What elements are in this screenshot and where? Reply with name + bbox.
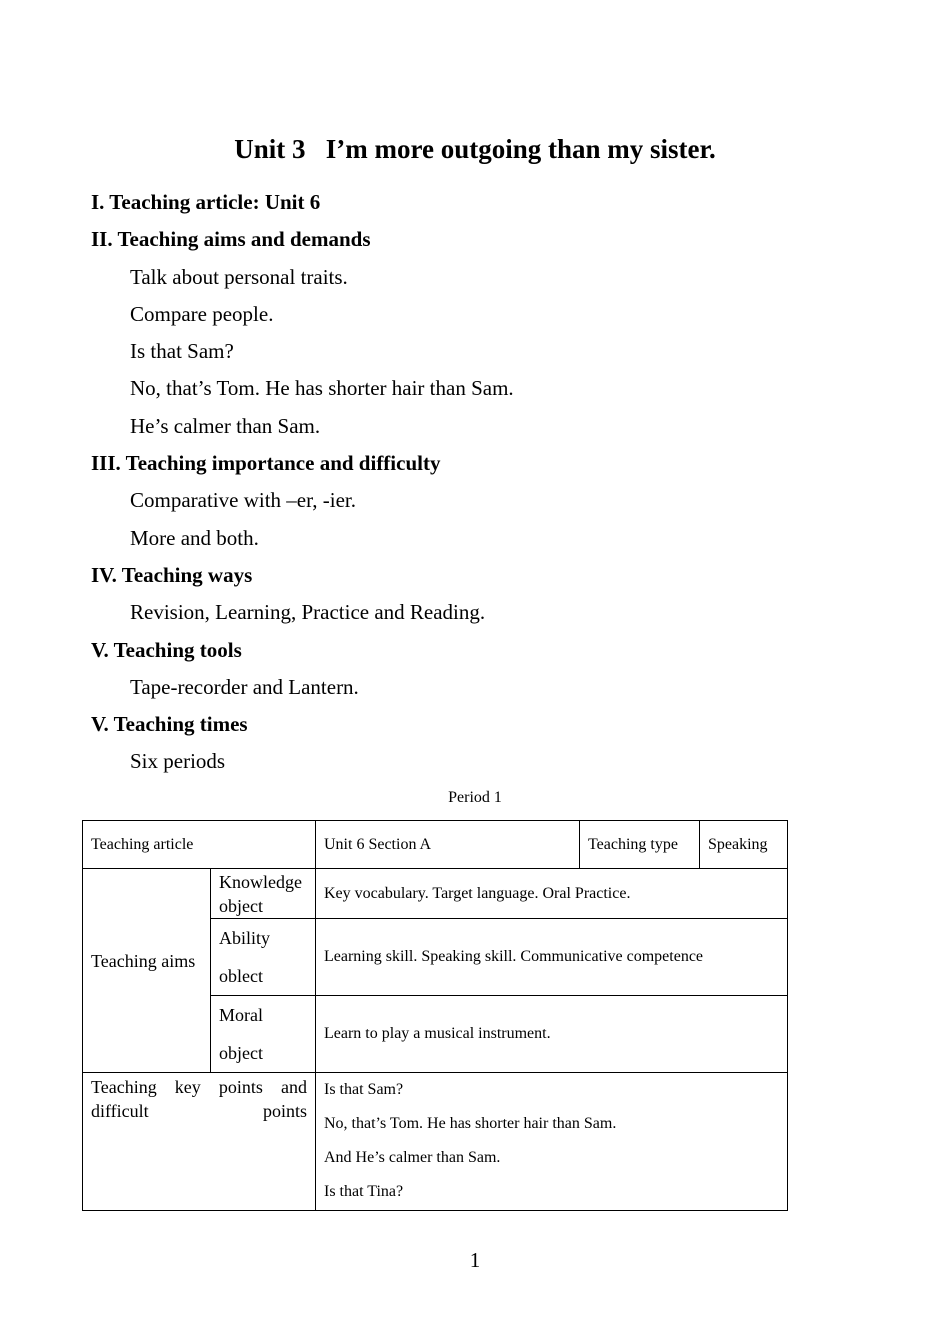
moral-value-cell: Learn to play a musical instrument.: [316, 996, 788, 1073]
type-label-cell: Teaching type: [580, 821, 700, 869]
period-caption: Period 1: [448, 789, 502, 806]
page-number: 1: [469, 1248, 481, 1272]
section-heading-times: V. Teaching times: [91, 712, 248, 737]
keypoint-line: And He’s calmer than Sam.: [324, 1149, 501, 1166]
section-heading-aims: II. Teaching aims and demands: [91, 227, 371, 252]
tools-item: Tape-recorder and Lantern.: [130, 674, 359, 699]
section-heading-importance: III. Teaching importance and difficulty: [91, 451, 441, 476]
document-title: Unit 3 I’m more outgoing than my sister.: [234, 134, 716, 164]
keypoints-label-cell: Teaching key points and difficult points: [83, 1073, 316, 1211]
keypoint-line: Is that Sam?: [324, 1081, 404, 1098]
aims-item: Talk about personal traits.: [130, 264, 348, 289]
article-label-cell: Teaching article: [83, 821, 316, 869]
type-value-cell: Speaking: [700, 821, 788, 869]
times-item: Six periods: [130, 749, 226, 774]
ability-value-cell: Learning skill. Speaking skill. Communicative competence: [316, 919, 788, 996]
moral-label-line1: Moral: [219, 1005, 263, 1025]
table-row-knowledge: [83, 869, 788, 919]
ability-label-cell: [211, 919, 316, 996]
moral-label-line2: object: [219, 1043, 263, 1063]
ability-label-line2: oblect: [219, 966, 263, 986]
importance-item: Comparative with –er, -ier.: [130, 488, 357, 513]
keypoint-line: Is that Tina?: [324, 1183, 404, 1200]
document-body: [91, 184, 891, 781]
table-row-article: [83, 821, 788, 869]
keypoints-content-cell: [316, 1073, 788, 1211]
aims-item: No, that’s Tom. He has shorter hair than Sam.: [130, 376, 514, 401]
aims-item: He’s calmer than Sam.: [130, 413, 321, 438]
ability-label-line1: Ability: [219, 928, 271, 948]
knowledge-label-cell: Knowledge object: [211, 869, 316, 919]
section-heading-teaching-article: I. Teaching article: Unit 6: [91, 190, 321, 214]
aims-item: Is that Sam?: [130, 339, 234, 364]
section-heading-tools: V. Teaching tools: [91, 637, 242, 662]
lesson-plan-table: [82, 820, 788, 1211]
ways-item: Revision, Learning, Practice and Reading.: [130, 600, 486, 625]
aims-item: Compare people.: [130, 301, 274, 326]
section-heading-ways: IV. Teaching ways: [91, 562, 253, 587]
moral-label-cell: [211, 996, 316, 1073]
table-row-keypoints: [83, 1073, 788, 1211]
keypoint-line: No, that’s Tom. He has shorter hair than Sam.: [324, 1115, 617, 1132]
importance-item: More and both.: [130, 525, 259, 550]
aims-label-cell: Teaching aims: [83, 869, 211, 1073]
article-value-cell: Unit 6 Section A: [316, 821, 580, 869]
knowledge-value-cell: Key vocabulary. Target language. Oral Practice.: [316, 869, 788, 919]
